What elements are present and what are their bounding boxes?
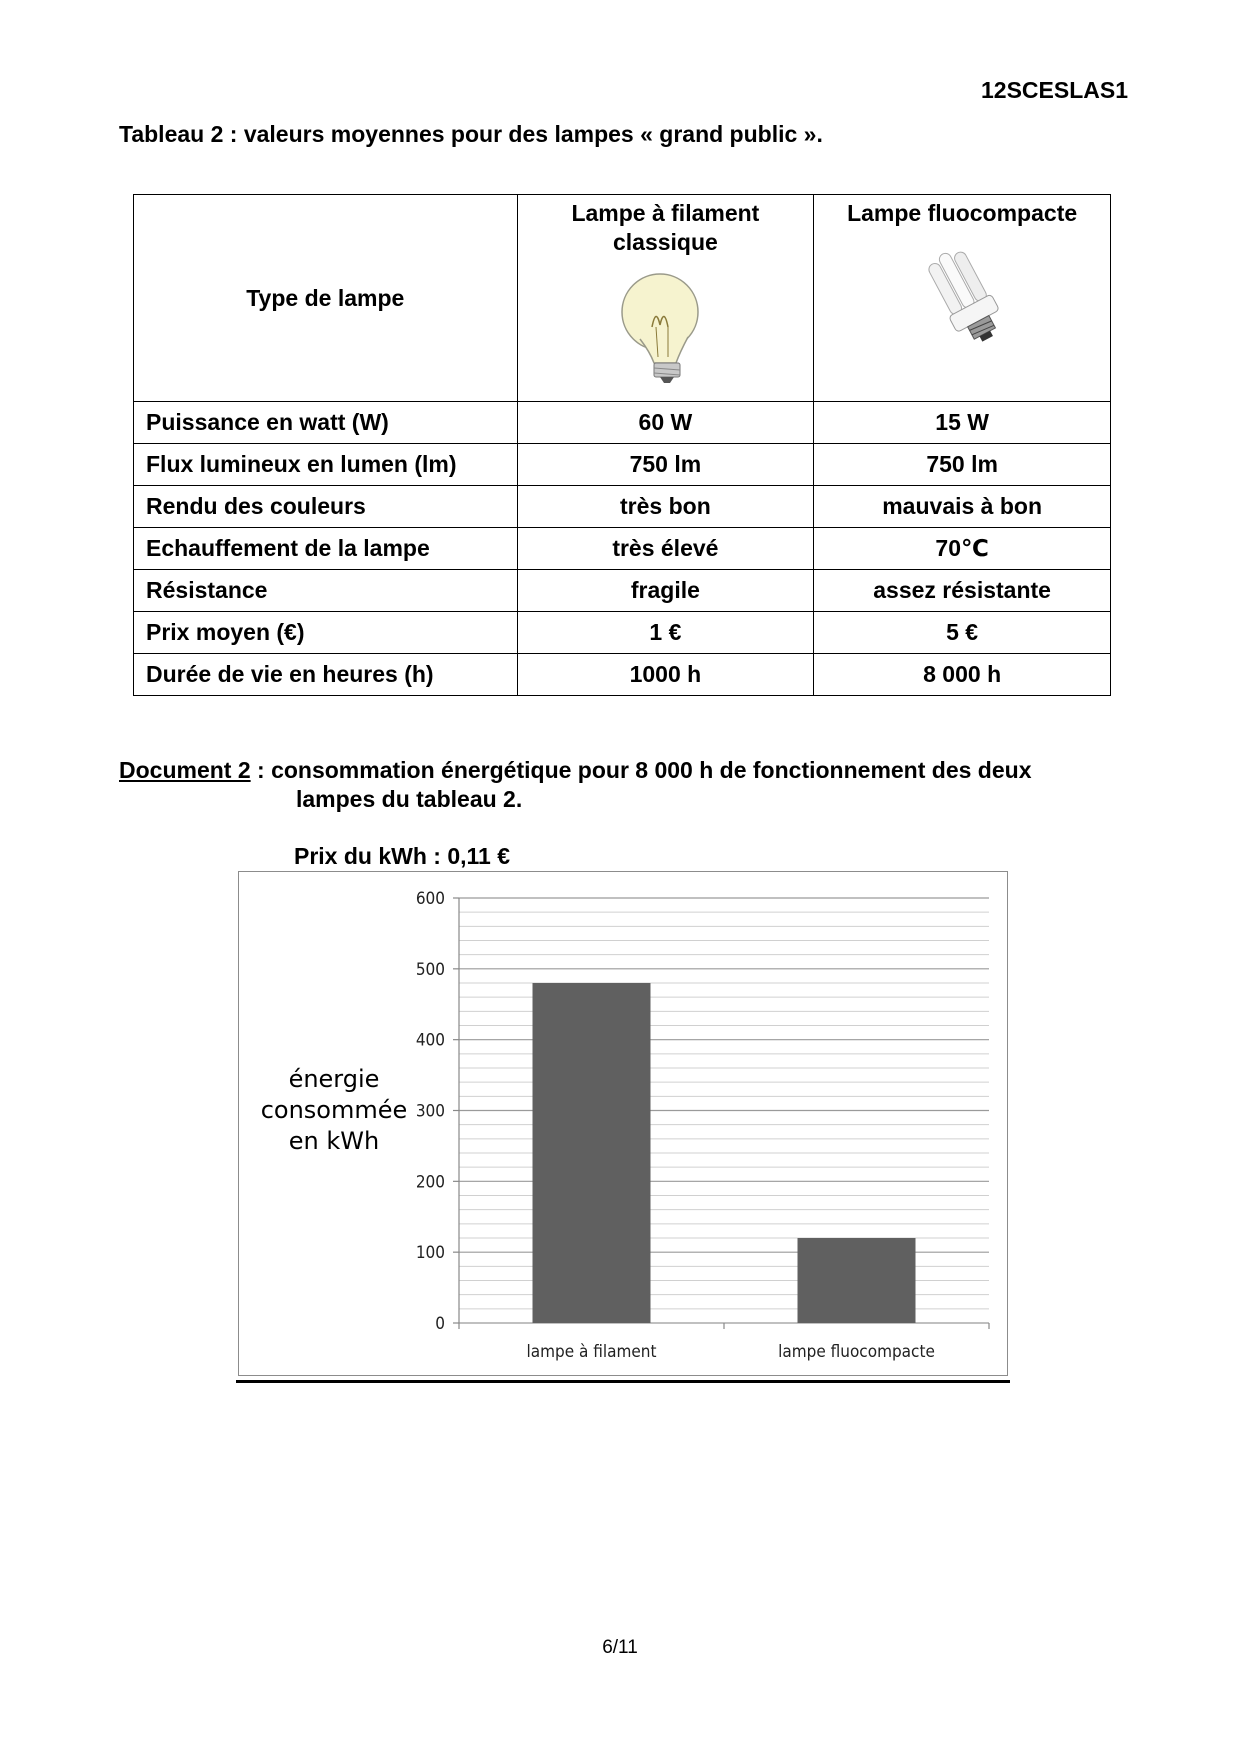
row-label: Puissance en watt (W) — [134, 402, 518, 444]
row-label: Rendu des couleurs — [134, 486, 518, 528]
x-tick-label: lampe à filament — [526, 1342, 657, 1362]
row-value-filament: fragile — [517, 570, 814, 612]
table-row — [134, 402, 1111, 444]
row-value-filament: très élevé — [517, 528, 814, 570]
row-value-filament: 1 € — [517, 612, 814, 654]
row-value-filament: très bon — [517, 486, 814, 528]
page-number: 6/11 — [602, 1637, 638, 1658]
header-type-label: Type de lampe — [134, 195, 518, 402]
table-caption: Tableau 2 : valeurs moyennes pour des lampes « grand public ». — [119, 121, 823, 147]
document-2-text-line2: lampes du tableau 2. — [296, 786, 523, 812]
lamp-comparison-table — [133, 194, 1111, 696]
y-axis-label-line2: consommée — [260, 1096, 408, 1124]
y-tick-label: 100 — [415, 1243, 445, 1264]
x-tick-label: lampe fluocompacte — [778, 1342, 935, 1362]
row-value-fluocompact: 70℃ — [814, 528, 1111, 570]
y-tick-label: 300 — [415, 1101, 445, 1122]
row-value-fluocompact: 8 000 h — [814, 654, 1111, 696]
row-value-fluocompact: assez résistante — [814, 570, 1111, 612]
row-label: Durée de vie en heures (h) — [134, 654, 518, 696]
header-filament-cell — [517, 195, 814, 402]
row-value-fluocompact: 15 W — [814, 402, 1111, 444]
row-label: Flux lumineux en lumen (lm) — [134, 444, 518, 486]
table-row — [134, 570, 1111, 612]
table-row — [134, 612, 1111, 654]
document-2-label: Document 2 — [119, 757, 251, 783]
y-axis-label-line1: énergie — [288, 1065, 380, 1093]
incandescent-bulb-image — [610, 267, 720, 387]
table-row — [134, 528, 1111, 570]
table-header-row — [134, 195, 1111, 402]
row-value-filament: 60 W — [517, 402, 814, 444]
chart-bottom-rule — [236, 1380, 1010, 1383]
energy-bar-chart — [239, 872, 1007, 1375]
row-label: Résistance — [134, 570, 518, 612]
table-row — [134, 444, 1111, 486]
bar — [533, 983, 651, 1323]
document-code: 12SCESLAS1 — [980, 77, 1128, 103]
row-value-filament: 1000 h — [517, 654, 814, 696]
table-row — [134, 486, 1111, 528]
bar — [798, 1238, 916, 1323]
row-value-filament: 750 lm — [517, 444, 814, 486]
header-fluocompact-cell — [814, 195, 1111, 402]
kwh-price-label: Prix du kWh : 0,11 € — [294, 843, 511, 869]
row-value-fluocompact: mauvais à bon — [814, 486, 1111, 528]
header-fluocompact-title: Lampe fluocompacte — [847, 200, 1078, 226]
row-label: Echauffement de la lampe — [134, 528, 518, 570]
fluocompact-bulb-image — [897, 242, 1027, 352]
y-axis-label-line3: en kWh — [288, 1127, 380, 1155]
y-tick-label: 200 — [415, 1172, 445, 1193]
energy-chart-frame — [238, 871, 1008, 1376]
y-tick-label: 0 — [435, 1314, 445, 1334]
y-tick-label: 600 — [415, 889, 445, 909]
y-tick-label: 400 — [415, 1030, 445, 1051]
table-row — [134, 654, 1111, 696]
row-value-fluocompact: 750 lm — [814, 444, 1111, 486]
y-tick-label: 500 — [415, 959, 445, 980]
row-label: Prix moyen (€) — [134, 612, 518, 654]
row-value-fluocompact: 5 € — [814, 612, 1111, 654]
document-2-text-line1: : consommation énergétique pour 8 000 h de fonctionnement des deux — [250, 757, 1032, 783]
header-filament-title: Lampe à filament classique — [571, 200, 760, 255]
document-2-title — [119, 756, 1129, 814]
